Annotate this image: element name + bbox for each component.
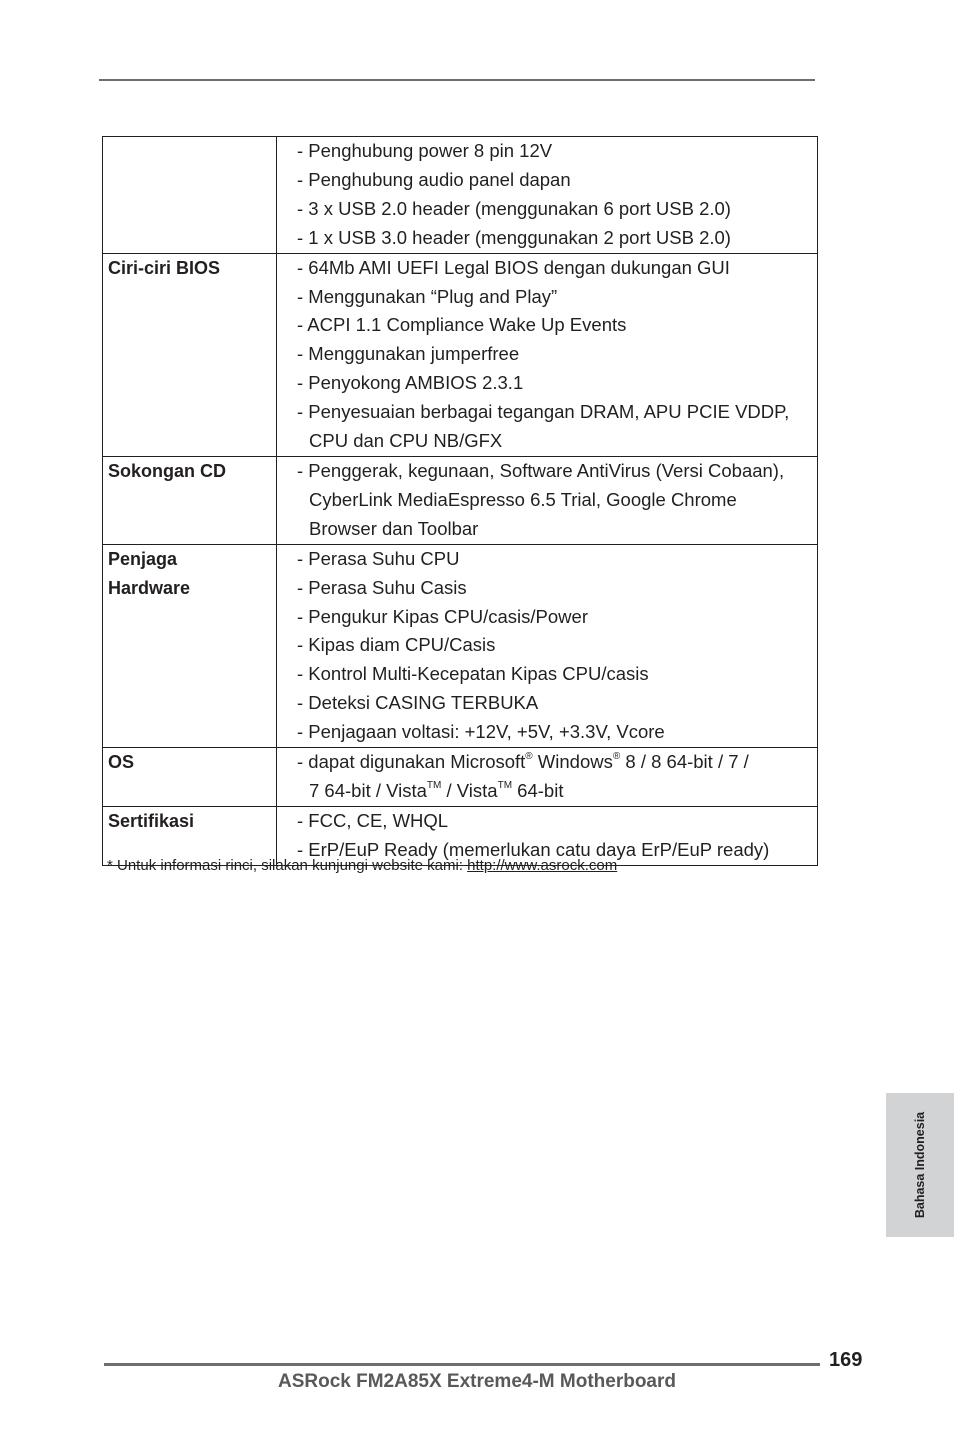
spec-item [277, 224, 817, 253]
bottom-rule [104, 1363, 820, 1366]
spec-row [103, 253, 818, 456]
website-link[interactable]: http://www.asrock.com [467, 857, 618, 874]
spec-item [277, 777, 817, 806]
spec-item [277, 137, 817, 166]
spec-item-text: - Penggerak, kegunaan, Software AntiVirus (Versi Cobaan), [297, 459, 785, 481]
spec-item [277, 340, 817, 369]
spec-items [277, 137, 818, 254]
spec-label [103, 544, 277, 747]
spec-item-text: - ErP/EuP Ready (memerlukan catu daya ErP/EuP ready) [297, 838, 770, 860]
spec-item [277, 486, 817, 515]
spec-item-text: 64-bit [512, 779, 564, 801]
spec-item-text: - 64Mb AMI UEFI Legal BIOS dengan dukungan GUI [297, 256, 730, 278]
spec-items [277, 253, 818, 456]
spec-item [277, 195, 817, 224]
spec-item [277, 369, 817, 398]
spec-item-text: - FCC, CE, WHQL [297, 809, 449, 831]
spec-label [103, 253, 277, 456]
top-rule [99, 79, 815, 81]
spec-item-text: - Perasa Suhu Casis [297, 576, 467, 598]
spec-item-text: CPU dan CPU NB/GFX [309, 430, 503, 452]
spec-item-text: - Pengukur Kipas CPU/casis/Power [297, 605, 588, 627]
spec-table-body [103, 137, 818, 866]
spec-item-text: - Kontrol Multi-Kecepatan Kipas CPU/casis [297, 663, 649, 685]
spec-row [103, 137, 818, 254]
spec-table [102, 136, 818, 866]
spec-row [103, 456, 818, 544]
spec-row [103, 544, 818, 747]
spec-items [277, 544, 818, 747]
superscript-mark: ® [525, 750, 533, 762]
spec-item [277, 515, 817, 544]
spec-item-text: Browser dan Toolbar [309, 517, 479, 539]
spec-item-text: CyberLink MediaEspresso 6.5 Trial, Google Chrome [309, 488, 737, 510]
spec-item-text: Windows [532, 751, 613, 773]
spec-item-text: - Penghubung audio panel dapan [297, 168, 571, 190]
spec-item [277, 283, 817, 312]
spec-label-line: Hardware [108, 577, 191, 598]
spec-items [277, 748, 818, 807]
spec-item-text: - Perasa Suhu CPU [297, 547, 460, 569]
page-number: 169 [829, 1349, 863, 1371]
spec-item-text: - Menggunakan jumperfree [297, 343, 520, 365]
spec-item-text: - Penyesuaian berbagai tegangan DRAM, APU PCIE VDDP, [297, 401, 790, 423]
spec-item [277, 166, 817, 195]
spec-label-line: Sokongan CD [108, 460, 227, 481]
spec-item-text: 8 / 8 64-bit / 7 / [620, 751, 749, 773]
spec-item [277, 631, 817, 660]
spec-item [277, 807, 817, 836]
spec-item [277, 545, 817, 574]
language-side-tab [886, 1093, 954, 1237]
spec-label-line: Ciri-ciri BIOS [108, 257, 221, 278]
spec-item-text: - Penghubung power 8 pin 12V [297, 140, 553, 161]
superscript-mark: TM [426, 779, 442, 791]
spec-item [277, 427, 817, 456]
spec-item-text: / Vista [441, 779, 498, 801]
spec-label-line: Penjaga [108, 548, 178, 569]
spec-item-text: - ACPI 1.1 Compliance Wake Up Events [297, 314, 627, 336]
spec-row [103, 748, 818, 807]
spec-item [277, 254, 817, 283]
language-label: Bahasa Indonesia [913, 1111, 927, 1219]
spec-item-text: - dapat digunakan Microsoft [297, 751, 526, 773]
spec-label [103, 748, 277, 807]
spec-label [103, 456, 277, 544]
spec-label [103, 137, 277, 254]
spec-item [277, 660, 817, 689]
spec-label-line: OS [108, 752, 135, 773]
spec-item [277, 398, 817, 427]
footnote [107, 857, 617, 874]
spec-item [277, 603, 817, 632]
footer-title: ASRock FM2A85X Extreme4-M Motherboard [277, 1371, 677, 1392]
superscript-mark: TM [497, 779, 513, 791]
spec-item-text: - 1 x USB 3.0 header (menggunakan 2 port USB 2.0) [297, 226, 731, 248]
spec-item [277, 311, 817, 340]
spec-items [277, 456, 818, 544]
superscript-mark: ® [612, 750, 621, 762]
spec-item-text: - Deteksi CASING TERBUKA [297, 692, 539, 714]
spec-item-text: - Kipas diam CPU/Casis [297, 634, 496, 656]
spec-item [277, 574, 817, 603]
spec-item-text: - 3 x USB 2.0 header (menggunakan 6 port USB 2.0) [297, 197, 731, 219]
spec-item [277, 748, 817, 777]
spec-item-text: - Menggunakan “Plug and Play” [297, 285, 558, 307]
footnote-text: * Untuk informasi rinci, silakan kunjungi website kami: [107, 857, 468, 874]
spec-item-text: - Penyokong AMBIOS 2.3.1 [297, 372, 524, 394]
spec-item [277, 718, 817, 747]
spec-label-line: Sertifikasi [108, 810, 195, 831]
spec-item-text: - Penjagaan voltasi: +12V, +5V, +3.3V, Vcore [297, 721, 665, 743]
spec-item [277, 457, 817, 486]
spec-item [277, 689, 817, 718]
spec-item-text: 7 64-bit / Vista [309, 779, 427, 801]
